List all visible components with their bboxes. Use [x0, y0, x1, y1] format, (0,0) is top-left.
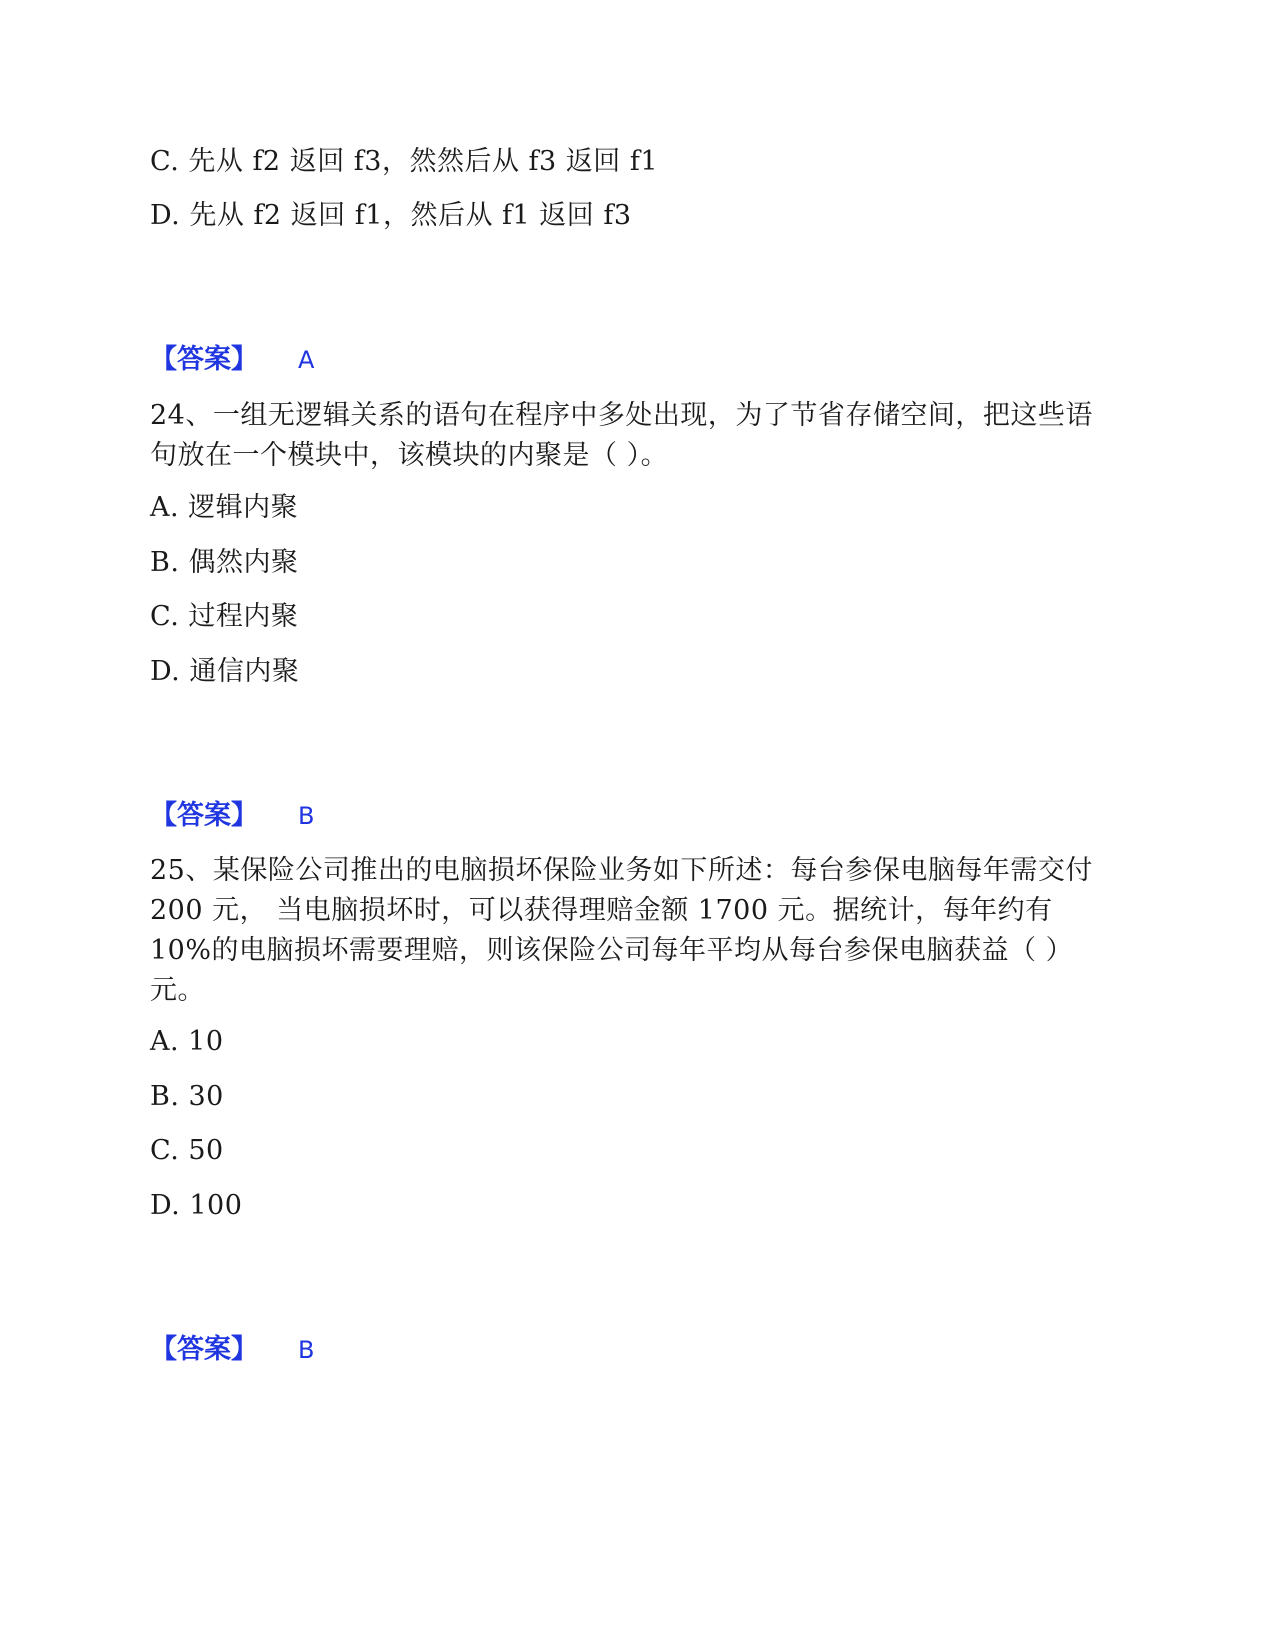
- q25-option-c: C. 50: [150, 1135, 224, 1166]
- q25-option-a: A. 10: [150, 1026, 224, 1057]
- answer-label: 【答案】: [150, 1334, 258, 1365]
- q24-option-d: D. 通信内聚: [150, 656, 300, 687]
- q23-option-c: C. 先从 f2 返回 f3，然然后从 f3 返回 f1: [150, 146, 659, 177]
- answer-label: 【答案】: [150, 800, 258, 831]
- q23-option-d: D. 先从 f2 返回 f1，然后从 f1 返回 f3: [150, 200, 632, 231]
- answer-label: 【答案】: [150, 344, 258, 375]
- answer-value: B: [298, 1336, 315, 1364]
- answer-value: A: [298, 346, 315, 374]
- q24-option-c: C. 过程内聚: [150, 601, 299, 632]
- q25-answer: [150, 1332, 314, 1368]
- q25-option-d: D. 100: [150, 1190, 243, 1221]
- q24-answer: [150, 798, 314, 834]
- q24-option-a: A. 逻辑内聚: [150, 492, 299, 523]
- q24-option-b: B. 偶然内聚: [150, 547, 299, 578]
- answer-value: B: [298, 802, 315, 830]
- q24-stem: 24、一组无逻辑关系的语句在程序中多处出现，为了节省存储空间，把这些语句放在一个模块中，该模块的内聚是（ ）。: [150, 400, 1093, 471]
- q23-answer: [150, 342, 314, 378]
- q25-option-b: B. 30: [150, 1081, 224, 1112]
- q25-stem: 25、某保险公司推出的电脑损坏保险业务如下所述：每台参保电脑每年需交付 200 元， 当电脑损坏时，可以获得理赔金额 1700 元。据统计，每年约有10%的电脑损坏需要理赔，则该保险公司每年平均从每台参保电脑获益（ ）元。: [150, 855, 1093, 1006]
